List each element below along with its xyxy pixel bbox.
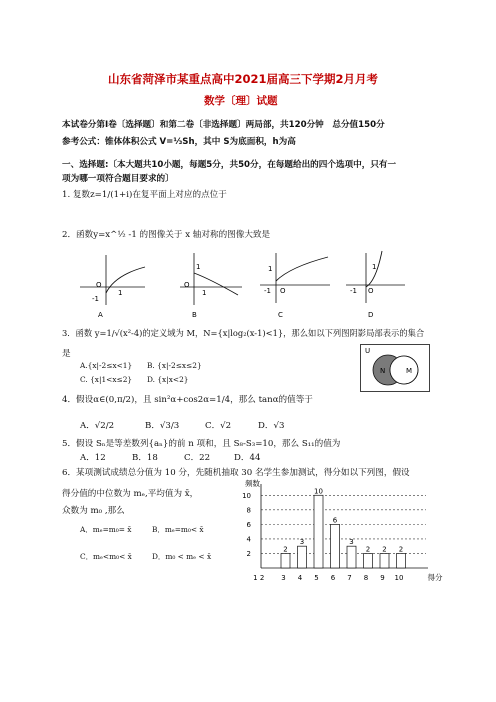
- bar-value-label: 6: [332, 516, 338, 525]
- bar: [347, 546, 356, 568]
- bar: [380, 553, 389, 568]
- q6-option-d: D．m₀ < mₑ < x̄: [152, 552, 212, 561]
- y-tick-label: 10: [242, 491, 251, 500]
- document-title: 山东省菏泽市某重点高中2021届高三下学期2月月考: [108, 72, 379, 86]
- x-tick-label: 8: [363, 574, 369, 582]
- bar: [397, 553, 406, 568]
- x-tick-label: 1 2: [253, 574, 265, 582]
- q6-option-b: B．mₑ=m₀< x̄: [152, 525, 204, 534]
- venn-diagram: [360, 344, 430, 392]
- y-tick-label: 4: [246, 535, 251, 544]
- x-axis-label: 得分: [427, 573, 443, 582]
- q2c-letter: C: [278, 311, 283, 319]
- q2a-minus1: -1: [92, 295, 99, 303]
- q4-option-d: D．√3: [258, 421, 285, 431]
- q2-graph-c: [260, 253, 330, 319]
- y-tick-label: 6: [246, 520, 251, 529]
- q2b-origin: O: [184, 281, 190, 289]
- q6-option-a: A．mₑ=m₀= x̄: [80, 525, 132, 534]
- q4-option-c: C．√2: [205, 421, 232, 431]
- x-tick-label: 9: [380, 574, 385, 582]
- bar-value-label: 2: [365, 545, 371, 554]
- intro-line-1: 本试卷分第Ⅰ卷〔选择题〕和第二卷〔非选择题〕两局部，共120分钟 总分值150分: [62, 120, 385, 130]
- q5-option-d: D．44: [234, 453, 261, 463]
- bar: [314, 495, 323, 568]
- q5-option-c: C．22: [184, 453, 211, 463]
- document-subtitle: 数学〔理〕试题: [204, 95, 278, 107]
- x-tick-label: 6: [330, 574, 336, 582]
- x-tick-label: 10: [394, 574, 404, 582]
- question-4: 4．假设α∈(0,π/2)，且 sin²α+cos2α=1/4，那么 tanα的值等于: [62, 395, 313, 405]
- q2-graphs: [70, 245, 410, 325]
- q2-graph-a: [80, 255, 145, 319]
- score-frequency-chart: [236, 478, 446, 586]
- bar: [364, 553, 373, 568]
- bar-value-label: 2: [398, 545, 404, 554]
- q2d-letter: D: [368, 311, 374, 319]
- question-6-line-1: 6．某项测试成绩总分值为 10 分，先随机抽取 30 名学生参加测试，得分如以下列图，假设: [62, 468, 410, 478]
- q2b-letter: B: [192, 311, 197, 319]
- q2-graph-d: [346, 251, 405, 319]
- q5-option-a: A．12: [80, 453, 106, 463]
- q5-option-b: B．18: [132, 453, 158, 463]
- y-axis-label: 频数: [245, 479, 260, 488]
- x-tick-label: 5: [314, 574, 319, 582]
- intro-line-2: 参考公式：锥体体积公式 V=⅓Sh，其中 S为底面积，h为高: [62, 137, 296, 147]
- q2c-minus1: -1: [264, 287, 271, 295]
- q3-option-a: A.{x|-2≤x<1}: [80, 361, 133, 370]
- section1-line-2: 项为哪一项符合题目要求的〕: [62, 174, 174, 184]
- question-6-line-3: 众数为 m₀ ,那么: [62, 506, 125, 516]
- x-tick-label: 3: [281, 574, 286, 582]
- bar-value-label: 3: [299, 538, 305, 547]
- section1-line-1: 一、选择题:〔本大题共10小题，每题5分，共50分，在每题给出的四个选项中，只有一: [62, 160, 397, 170]
- q3-option-b: B. {x|-2≤x≤2}: [147, 361, 202, 370]
- q2-graph-b: [180, 253, 242, 319]
- q2b-one-x: 1: [202, 289, 207, 297]
- y-tick-label: 2: [246, 549, 251, 558]
- q2b-one-y: 1: [196, 263, 201, 271]
- question-3-line-1: 3．函数 y=1/√(x²-4)的定义域为 M，N={x|log₂(x-1)<1}，那么如以下列图阴影局部表示的集合: [62, 328, 425, 338]
- q4-option-a: A．√2/2: [80, 421, 115, 431]
- question-3-line-2: 是: [62, 349, 71, 359]
- q2d-minus1: -1: [350, 287, 357, 295]
- venn-m-label: M: [406, 367, 413, 375]
- q2a-letter: A: [98, 311, 103, 319]
- question-5: 5．假设 Sₙ是等差数列{aₙ}的前 n 项和，且 S₈-S₃=10，那么 S₁₁的值为: [62, 439, 341, 449]
- bar: [331, 524, 340, 568]
- q2c-origin: O: [280, 287, 286, 295]
- question-6-line-2: 得分值的中位数为 mₑ,平均值为 x̄，: [62, 489, 199, 499]
- bar: [298, 546, 307, 568]
- q4-option-b: B．√3/3: [145, 421, 180, 431]
- q2d-origin: O: [368, 287, 374, 295]
- q2a-origin: O: [96, 281, 102, 289]
- y-tick-label: 8: [246, 506, 251, 515]
- x-tick-label: 7: [347, 574, 352, 582]
- q3-option-d: D. {x|x<2}: [147, 375, 189, 384]
- bar-value-label: 2: [283, 545, 288, 554]
- q2c-one: 1: [268, 265, 273, 273]
- x-tick-label: 4: [297, 574, 303, 582]
- q2a-one: 1: [118, 289, 123, 297]
- venn-n-label: N: [380, 367, 386, 375]
- q6-option-c: C．mₑ<m₀< x̄: [80, 552, 132, 561]
- bar: [281, 553, 290, 568]
- q2d-one: 1: [372, 263, 377, 271]
- question-1: 1. 复数z=1/(1+i)在复平面上对应的点位于: [62, 190, 227, 200]
- bar-value-label: 10: [314, 487, 323, 496]
- q3-option-c: C. {x|1<x≤2}: [80, 375, 133, 384]
- bar-value-label: 3: [349, 538, 354, 547]
- bar-value-label: 2: [382, 545, 387, 554]
- venn-u-label: U: [365, 347, 371, 355]
- question-2: 2．函数y=x^½ -1 的图像关于 x 轴对称的图像大致是: [62, 230, 271, 240]
